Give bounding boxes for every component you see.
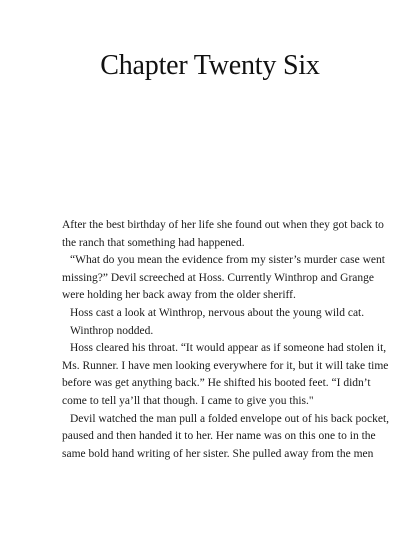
paragraph [62,340,389,410]
text-line: Devil watched the man pull a folded envelope out of his back pocket, [70,412,390,425]
text-line: Ms. Runner. I have men looking everywhere for it, but it will take time [62,359,389,372]
paragraph [62,217,384,252]
chapter-body [62,217,390,463]
text-line: same bold hand writing of her sister. She pulled away from the men [62,447,374,460]
text-line: were holding her back away from the older sheriff. [62,289,296,302]
text-line: the ranch that something had happened. [62,236,245,249]
chapter-title: Chapter Twenty Six [100,50,320,81]
text-line: After the best birthday of her life she found out when they got back to [62,219,384,231]
text-line: Winthrop nodded. [70,324,154,337]
paragraph [62,411,390,464]
text-line: Hoss cast a look at Winthrop, nervous about the young wild cat. [70,306,365,319]
paragraph [62,305,372,323]
text-line: paused and then handed it to her. Her name was on this one to in the [62,430,376,443]
text-line: before was get anything back.” He shifted his booted feet. “I didn’t [62,377,371,390]
paragraph [62,323,372,341]
text-line: “What do you mean the evidence from my sister’s murder case went [70,254,385,267]
text-line: Hoss cleared his throat. “It would appear as if someone had stolen it, [70,342,387,355]
text-line: come to tell ya’ll that though. I came to give you this." [62,394,314,407]
text-line: missing?” Devil screeched at Hoss. Currently Winthrop and Grange [62,271,374,284]
paragraph [62,252,385,305]
